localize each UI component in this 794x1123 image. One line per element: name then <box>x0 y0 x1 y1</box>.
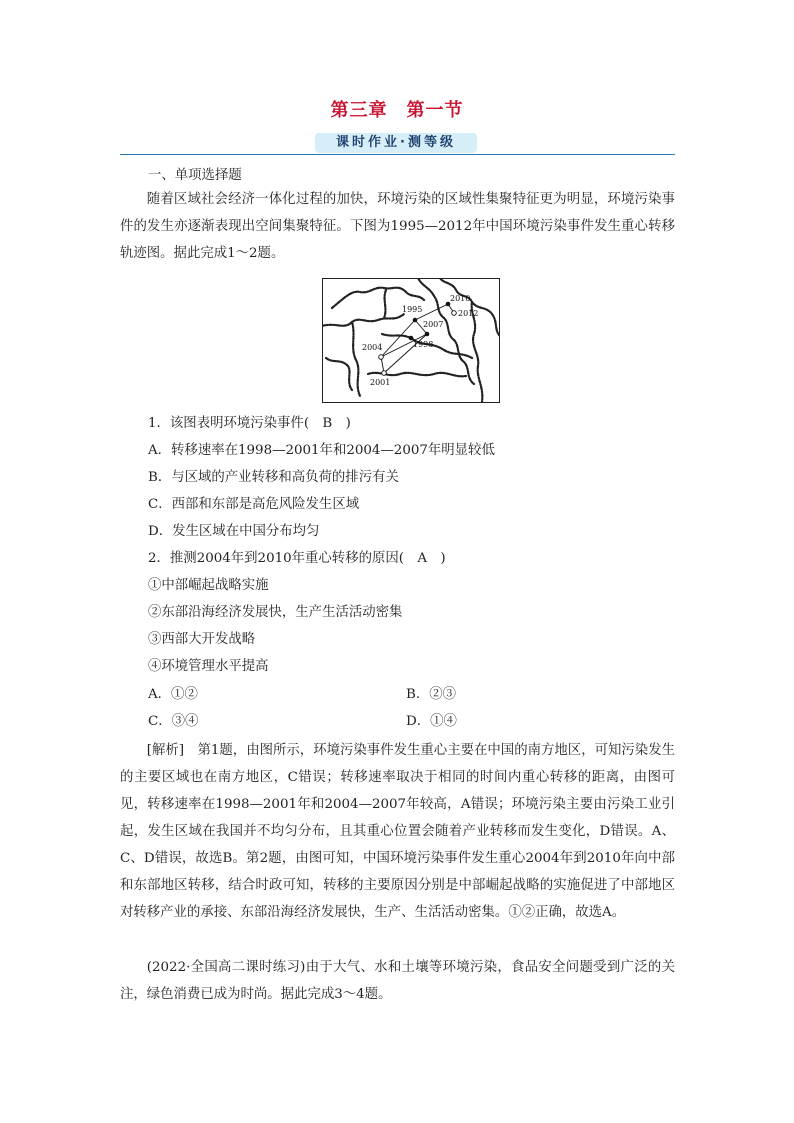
analysis-paragraph: [解析] 第1题，由图所示，环境污染事件发生重心主要在中国的南方地区，可知污染发生的主要区域也在南方地区，C错误；转移速率取决于相同的时间内重心转移的距离，由图可见，转移速率在1998—2001年和2004—2007年较高，A错误；环境污染主要由污染工业引起，发生区域在我国并不均匀分布，且其重心位置会随着产业转移而发生变化，D错误。A、C、D错误，故选B。第2题，由图可知，中国环境污染事件发生重心2004年到2010年向中部和东部地区转移，结合时政可知，转移的主要原因分别是中部崛起战略的实施促进了中部地区对转移产业的承接、东部沿海经济发展快，生产、生活活动密集。①②正确，故选A。 <box>120 743 675 920</box>
question-2-option-d: D．①④ <box>406 714 457 729</box>
point-1995 <box>413 318 418 323</box>
question-2-statement-1: ①中部崛起战略实施 <box>148 578 269 593</box>
question-1-option-b: B．与区域的产业转移和高负荷的排污有关 <box>148 470 399 485</box>
next-question-intro: (2022·全国高二课时练习)由于大气、水和土壤等环境污染，食品安全问题受到广泛的关注，绿色消费已成为时尚。据此完成3～4题。 <box>120 960 675 1002</box>
point-2004 <box>379 355 384 360</box>
question-2-option-a: A．①② <box>148 687 198 702</box>
header-divider <box>120 154 675 155</box>
question-2-statement-4: ④环境管理水平提高 <box>148 659 269 674</box>
point-2001 <box>382 371 387 376</box>
question-2-stem: 2．推测2004年到2010年重心转移的原因( A ) <box>148 551 446 566</box>
question-2-statement-2: ②东部沿海经济发展快，生产生活活动密集 <box>148 605 403 620</box>
question-1-option-d: D．发生区域在中国分布均匀 <box>148 524 320 539</box>
question-1-option-a: A．转移速率在1998—2001年和2004—2007年明显较低 <box>148 443 495 458</box>
pollution-centroid-map <box>322 278 500 403</box>
label-2012: 2012 <box>458 309 479 318</box>
question-2-option-c: C．③④ <box>148 714 199 729</box>
label-2004: 2004 <box>362 343 383 352</box>
point-2007 <box>425 332 430 337</box>
label-2001: 2001 <box>370 378 391 387</box>
question-2-option-b: B．②③ <box>406 687 457 702</box>
question-1-option-c: C．西部和东部是高危风险发生区域 <box>148 497 360 512</box>
homework-subtitle-banner: 课时作业·测等级 <box>315 133 477 153</box>
label-1998: 1998 <box>413 340 434 349</box>
map-figure <box>322 278 500 403</box>
label-1995: 1995 <box>402 305 423 314</box>
question-2-statement-3: ③西部大开发战略 <box>148 632 256 647</box>
label-2010: 2010 <box>450 294 471 303</box>
chapter-title: 第三章 第一节 <box>330 100 464 121</box>
intro-paragraph: 随着区域社会经济一体化过程的加快，环境污染的区域性集聚特征更为明显，环境污染事件的发生亦逐渐表现出空间集聚特征。下图为1995—2012年中国环境污染事件发生重心转移轨迹图。据此完成1～2题。 <box>120 192 675 261</box>
section-title: 一、单项选择题 <box>148 168 242 183</box>
question-1-stem: 1．该图表明环境污染事件( B ) <box>148 416 351 431</box>
label-2007: 2007 <box>423 320 444 329</box>
boundary-inner <box>384 290 386 318</box>
point-2012 <box>452 311 457 316</box>
